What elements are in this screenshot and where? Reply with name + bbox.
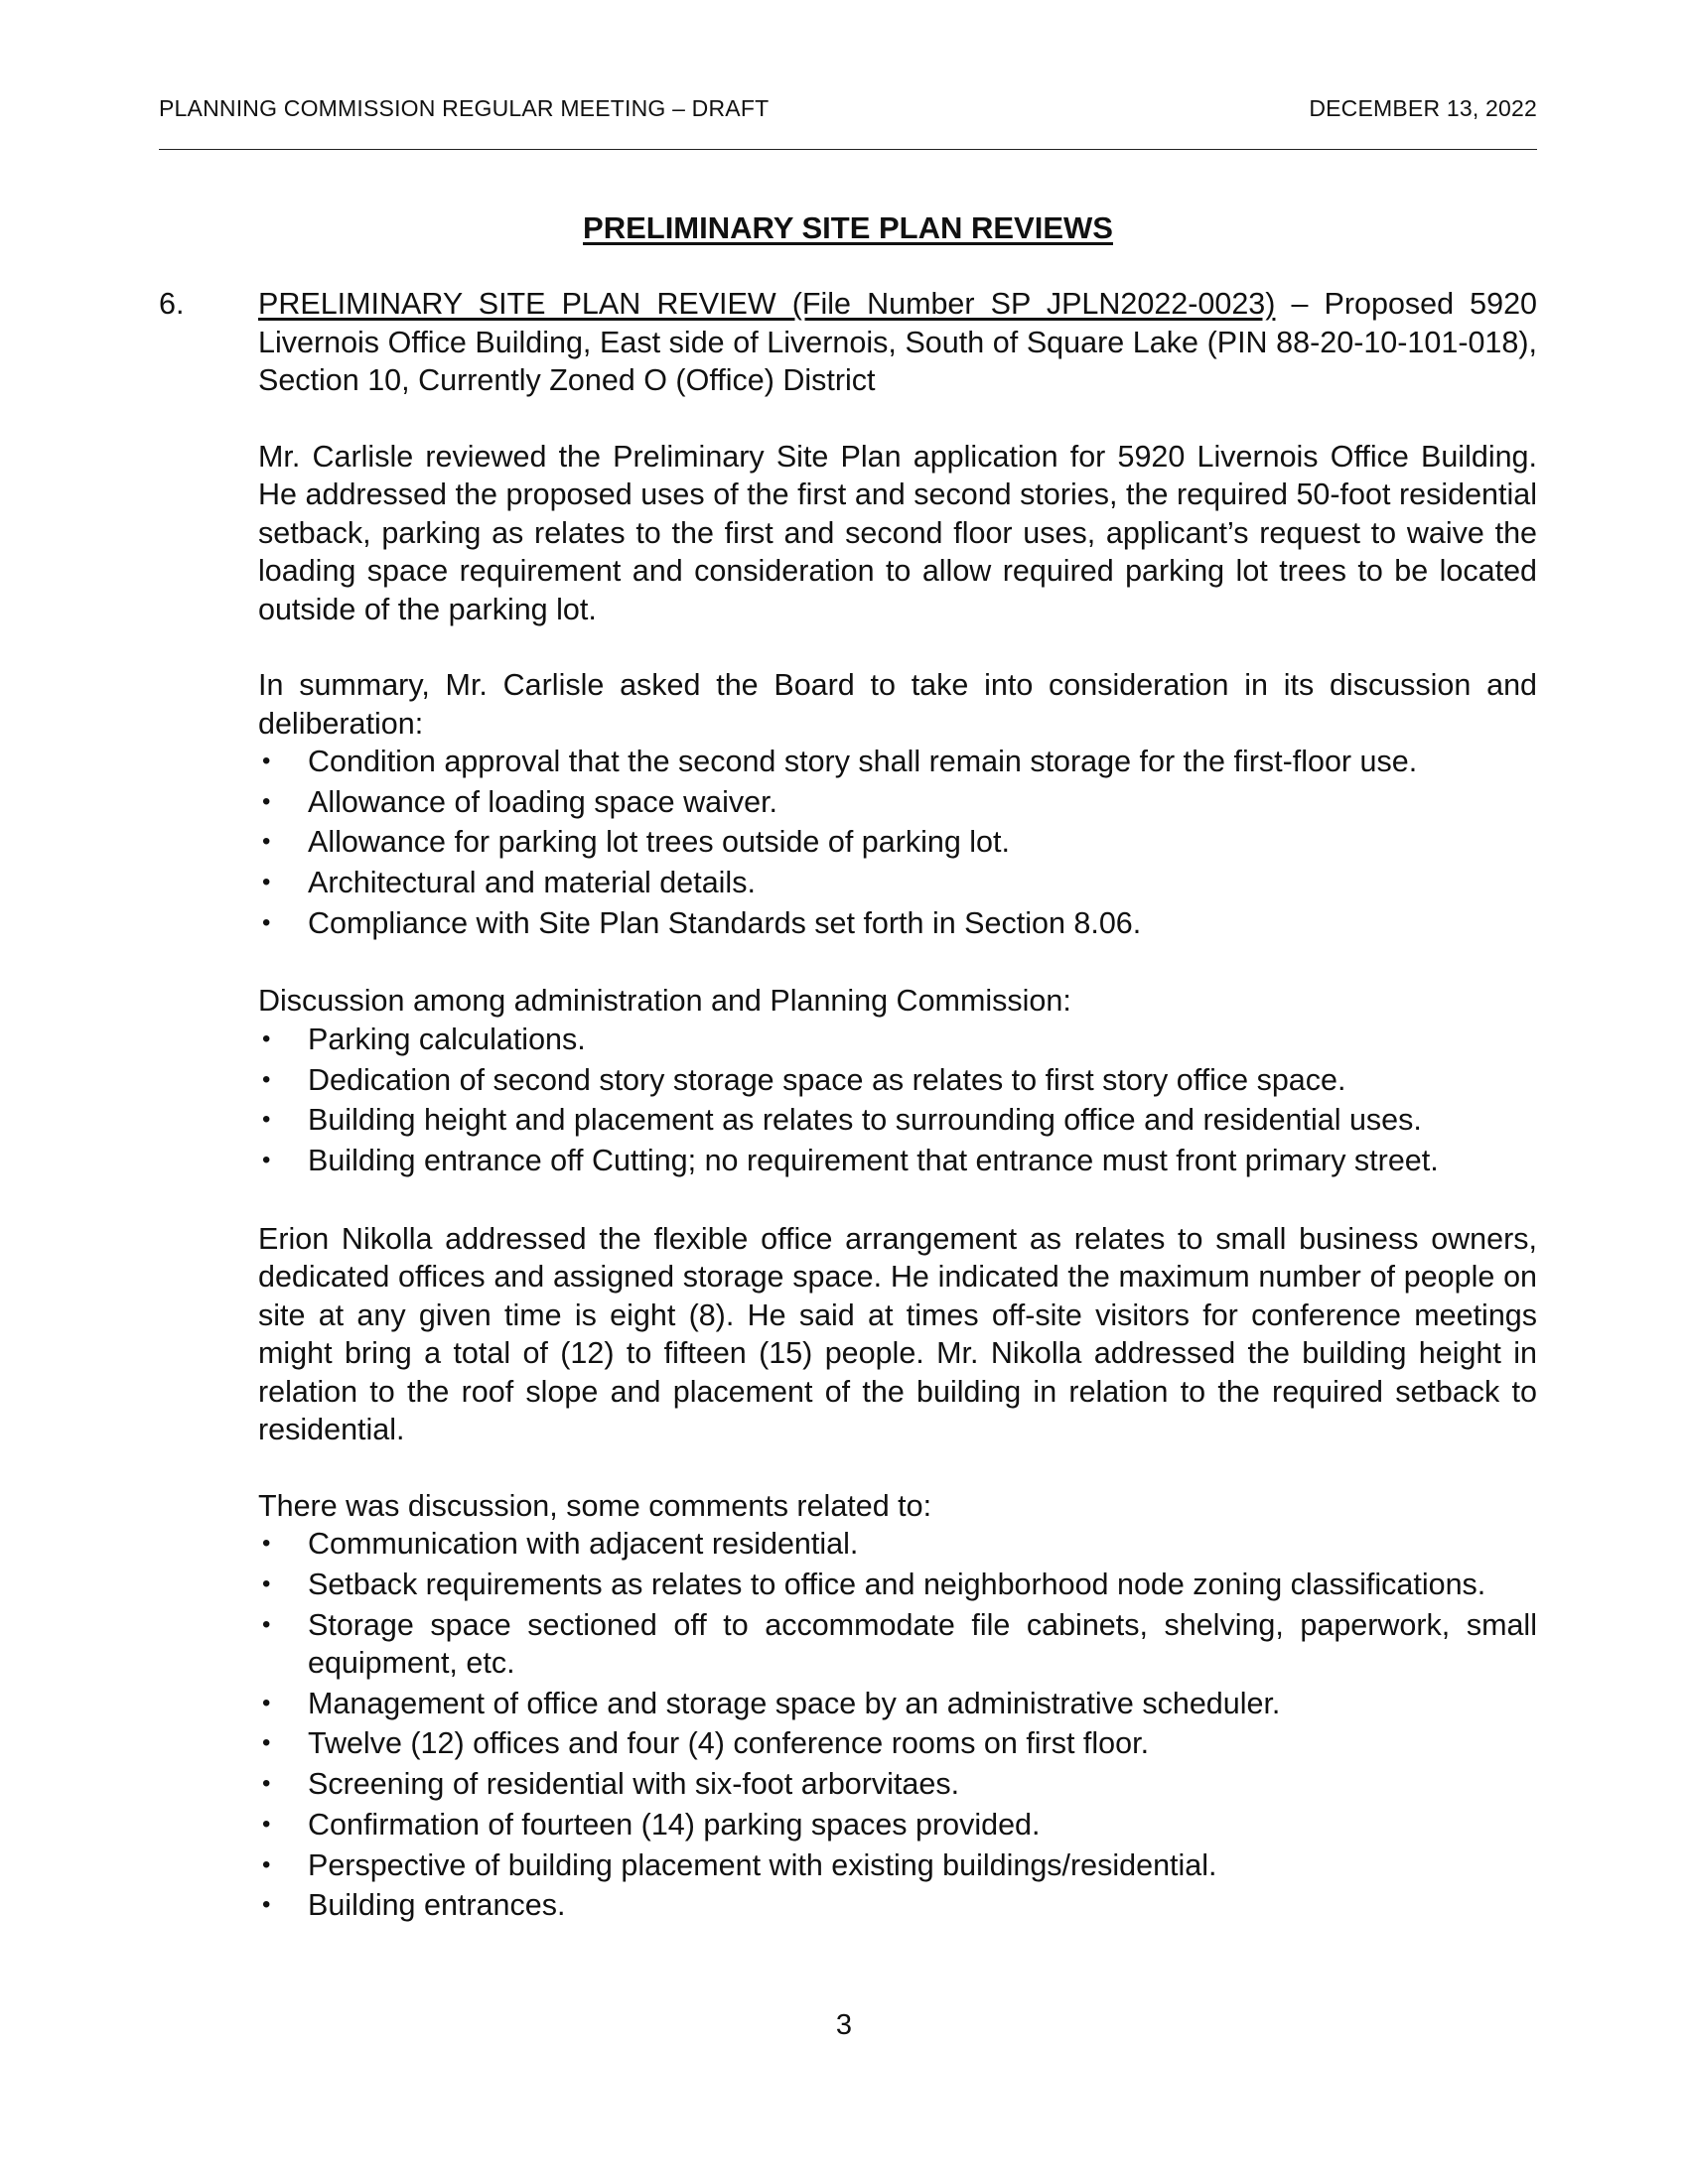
item-title-rest: – Proposed 5920 Livernois Office Building, East side of Livernois, South of Square Lake (PIN 88-20-10-101-018), Section 10, Currently Zoned O (Office) District bbox=[258, 287, 1537, 397]
page-header bbox=[159, 95, 1537, 122]
header-date: DECEMBER 13, 2022 bbox=[1309, 95, 1537, 121]
list-item bbox=[258, 1806, 1537, 1844]
list-item-text: Communication with adjacent residential. bbox=[308, 1527, 859, 1562]
list-item bbox=[258, 904, 1537, 943]
list-item bbox=[258, 1765, 1537, 1804]
list-item-text: Storage space sectioned off to accommodate file cabinets, shelving, paperwork, small equipment, etc. bbox=[308, 1607, 1537, 1681]
list-item-text: Architectural and material details. bbox=[308, 866, 756, 900]
paragraph-comments-intro: There was discussion, some comments related to: bbox=[258, 1488, 932, 1523]
item-body bbox=[258, 285, 1537, 1925]
list-item-text: Perspective of building placement with existing buildings/residential. bbox=[308, 1847, 1217, 1882]
bullet-icon: • bbox=[262, 908, 271, 936]
list-item bbox=[258, 783, 1537, 822]
paragraph-summary: In summary, Mr. Carlisle asked the Board to take into consideration in its discussion and deliberation: bbox=[258, 668, 1537, 741]
bullet-icon: • bbox=[262, 869, 271, 896]
bullet-icon: • bbox=[262, 1810, 271, 1838]
bullet-icon: • bbox=[262, 1065, 271, 1093]
list-item-text: Condition approval that the second story shall remain storage for the first-floor use. bbox=[308, 745, 1418, 778]
item-title bbox=[258, 285, 1537, 400]
bullet-icon: • bbox=[262, 1530, 271, 1558]
header-divider bbox=[159, 149, 1537, 150]
list-item-text: Parking calculations. bbox=[308, 1022, 586, 1056]
page-number: 3 bbox=[835, 2009, 853, 2041]
list-item bbox=[258, 1101, 1537, 1140]
list-item bbox=[258, 1525, 1537, 1564]
bullet-icon: • bbox=[262, 1024, 271, 1052]
list-item-text: Twelve (12) offices and four (4) conference rooms on first floor. bbox=[308, 1726, 1150, 1761]
bullet-icon: • bbox=[262, 1689, 271, 1716]
bullet-icon: • bbox=[262, 1891, 271, 1919]
agenda-item bbox=[159, 285, 1537, 1927]
discussion-list bbox=[258, 1021, 1537, 1180]
bullet-icon: • bbox=[262, 1570, 271, 1597]
bullet-icon: • bbox=[262, 748, 271, 774]
comments-list bbox=[258, 1525, 1537, 1925]
bullet-icon: • bbox=[262, 828, 271, 856]
list-item bbox=[258, 1846, 1537, 1885]
list-item-text: Building entrances. bbox=[308, 1888, 566, 1923]
list-item bbox=[258, 743, 1537, 781]
paragraph-discussion-intro: Discussion among administration and Planning Commission: bbox=[258, 984, 1071, 1019]
paragraph-applicant: Erion Nikolla addressed the flexible office arrangement as relates to small business owners, dedicated offices and assigned storage space. He indicated the maximum number of people on site at any given time is eight (8). He said at times off-site visitors for conference meetings might bring a total of (12) to fifteen (15) people. Mr. Nikolla addressed the building height in relation to the roof slope and placement of the building in relation to the required setback to residential. bbox=[258, 1221, 1537, 1447]
list-item-text: Compliance with Site Plan Standards set forth in Section 8.06. bbox=[308, 905, 1142, 940]
section-heading: PRELIMINARY SITE PLAN REVIEWS bbox=[583, 210, 1113, 245]
list-item bbox=[258, 1724, 1537, 1763]
list-item-text: Screening of residential with six-foot arborvitaes. bbox=[308, 1767, 960, 1802]
summary-list bbox=[258, 743, 1537, 942]
bullet-icon: • bbox=[262, 1106, 271, 1134]
list-item bbox=[258, 823, 1537, 862]
list-item-text: Building entrance off Cutting; no requirement that entrance must front primary street. bbox=[308, 1144, 1439, 1177]
bullet-icon: • bbox=[262, 1850, 271, 1878]
list-item-text: Confirmation of fourteen (14) parking spaces provided. bbox=[308, 1807, 1041, 1842]
list-item-text: Dedication of second story storage space as relates to first story office space. bbox=[308, 1062, 1346, 1097]
list-item-text: Management of office and storage space by an administrative scheduler. bbox=[308, 1686, 1281, 1720]
list-item bbox=[258, 1061, 1537, 1100]
list-item bbox=[258, 1021, 1537, 1059]
header-meeting-title: PLANNING COMMISSION REGULAR MEETING – DRAFT bbox=[159, 95, 770, 121]
list-item bbox=[258, 1606, 1537, 1683]
list-item-text: Allowance for parking lot trees outside of parking lot. bbox=[308, 825, 1010, 860]
paragraph-review: Mr. Carlisle reviewed the Preliminary Site Plan application for 5920 Livernois Office Building. He addressed the proposed uses of the first and second stories, the required 50-foot residential setback, parking as relates to the first and second floor uses, applicant’s request to waive the loading space requirement and consideration to allow required parking lot trees to be located outside of the parking lot. bbox=[258, 439, 1537, 626]
list-item bbox=[258, 1685, 1537, 1723]
list-item-text: Allowance of loading space waiver. bbox=[308, 784, 778, 819]
bullet-icon: • bbox=[262, 1770, 271, 1798]
list-item bbox=[258, 1566, 1537, 1604]
item-number: 6. bbox=[159, 287, 185, 321]
list-item bbox=[258, 1886, 1537, 1925]
item-title-underlined: PRELIMINARY SITE PLAN REVIEW (File Number SP JPLN2022-0023) bbox=[258, 287, 1276, 321]
bullet-icon: • bbox=[262, 787, 271, 815]
list-item bbox=[258, 1142, 1537, 1180]
bullet-icon: • bbox=[262, 1610, 271, 1638]
list-item bbox=[258, 864, 1537, 902]
bullet-icon: • bbox=[262, 1147, 271, 1173]
list-item-text: Setback requirements as relates to office and neighborhood node zoning classifications. bbox=[308, 1567, 1486, 1601]
list-item-text: Building height and placement as relates to surrounding office and residential uses. bbox=[308, 1103, 1422, 1138]
bullet-icon: • bbox=[262, 1729, 271, 1757]
